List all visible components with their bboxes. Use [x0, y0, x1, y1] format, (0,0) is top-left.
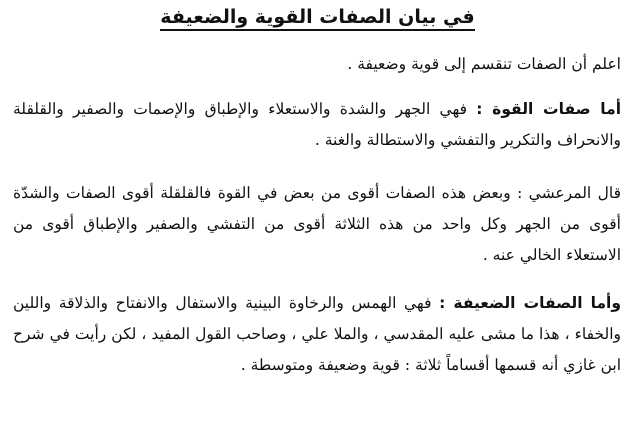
- page-title: [0, 4, 635, 30]
- strong-attributes-text: فهي الجهر والشدة والاستعلاء والإطباق والإصمات والصفير والقلقلة والانحراف والتكرير والتفشي والاستطالة والغنة .: [13, 100, 621, 149]
- strong-attributes-paragraph: [13, 94, 621, 156]
- intro-paragraph: اعلم أن الصفات تنقسم إلى قوية وضعيفة .: [347, 55, 621, 73]
- title-text: في بيان الصفات القوية والضعيفة: [160, 6, 474, 31]
- marashi-paragraph: قال المرعشي : وبعض هذه الصفات أقوى من بعض في القوة فالقلقلة أقوى الصفات والشدّة أقوى من الجهر وكل واحد من هذه الثلاثة أقوى من التفشي والصفير والإطباق أقوى من الاستعلاء الخالي عنه .: [13, 184, 621, 264]
- weak-attributes-paragraph: [13, 288, 621, 381]
- weak-attributes-label: وأما الصفات الضعيفة :: [439, 294, 621, 312]
- weak-attributes-text: فهي الهمس والرخاوة البينية والاستفال والانفتاح والذلاقة واللين والخفاء ، هذا ما مشى عليه المقدسي ، والملا علي ، وصاحب القول المفيد ، لكن رأيت في شرح ابن غازي أنه قسمها أقساماً ثلاثة : قوية وضعيفة ومتوسطة .: [13, 294, 621, 374]
- strong-attributes-label: أما صفات القوة :: [476, 100, 622, 118]
